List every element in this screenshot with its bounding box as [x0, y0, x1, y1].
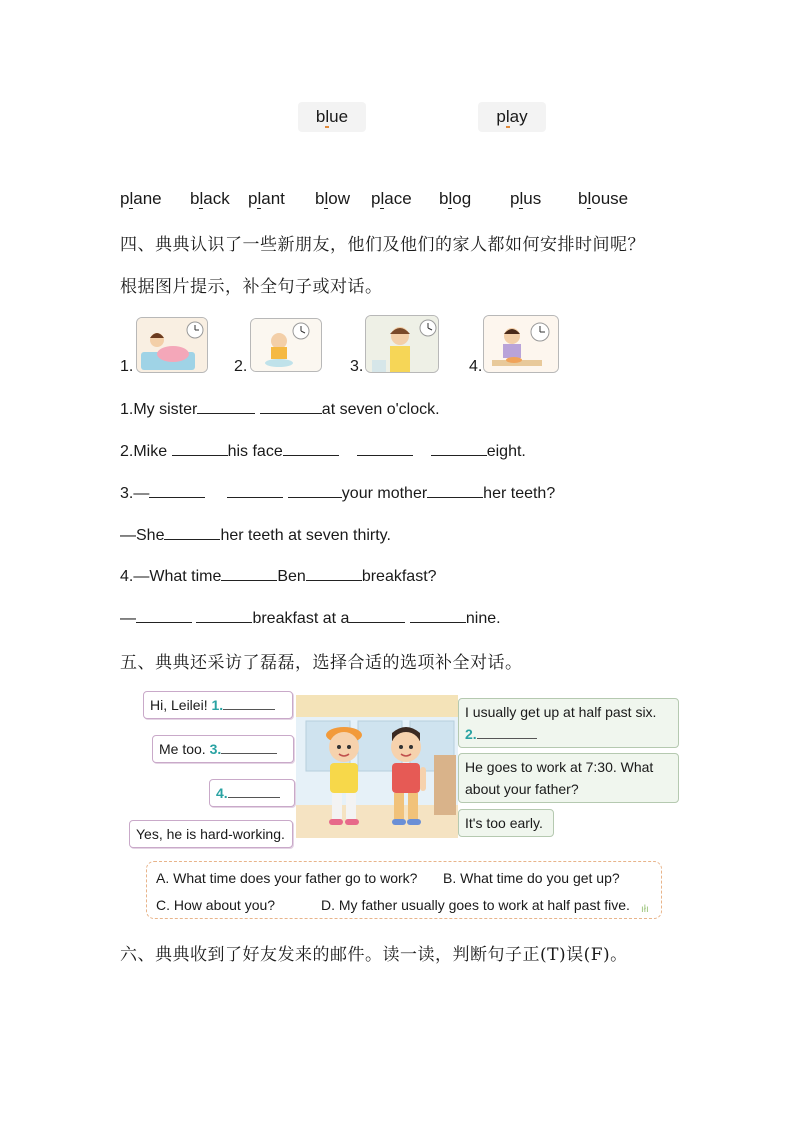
word-suffix: ane [133, 189, 162, 208]
picture-number-4: 4. [469, 358, 483, 375]
answer-blank[interactable] [227, 483, 283, 498]
dialogue-bubble-3 [152, 735, 294, 763]
answer-blank[interactable] [228, 785, 280, 798]
answer-blank[interactable] [306, 566, 362, 581]
word-prefix: b [315, 189, 325, 208]
blank-number: 1. [211, 697, 224, 713]
option-c: C. How about you? [156, 897, 276, 913]
answer-blank[interactable] [427, 483, 483, 498]
answer-blank[interactable] [288, 483, 342, 498]
dialogue-bubble-1 [143, 691, 293, 719]
word-underlined-letter: l [129, 189, 134, 208]
line-text: her teeth? [483, 485, 556, 502]
boy-washing-face-icon [250, 318, 322, 372]
grass-decoration-icon: ıłı [641, 904, 649, 915]
line-text: breakfast at a [252, 610, 350, 627]
answer-blank[interactable] [349, 608, 405, 623]
blank-number: 3. [209, 741, 222, 757]
option-b: B. What time do you get up? [443, 870, 620, 886]
blank-number: 4. [216, 785, 228, 801]
answer-blank[interactable] [149, 483, 205, 498]
word-underlined-letter: l [257, 189, 262, 208]
word-underlined-letter: l [199, 189, 204, 208]
section4-title: 四、典典认识了一些新朋友，他们及他们的家人都如何安排时间呢？ [120, 235, 645, 255]
fill-line-2 [120, 441, 526, 461]
answer-blank[interactable] [431, 441, 487, 456]
pill-suffix: ay [509, 107, 528, 126]
line-text: Ben [277, 568, 306, 585]
fill-line-1 [120, 399, 440, 419]
word-underlined-letter: l [324, 189, 329, 208]
word-blouse [578, 189, 628, 209]
word-suffix: ant [261, 189, 285, 208]
bubble-text: Me too. [159, 741, 210, 757]
bubble-text: about your father? [465, 781, 579, 797]
picture-number-2: 2. [234, 358, 248, 375]
pill-suffix: ue [329, 107, 349, 126]
bubble-text: He goes to work at 7:30. What [465, 759, 654, 775]
word-suffix: ouse [591, 189, 629, 208]
word-blow [315, 189, 350, 209]
answer-blank[interactable] [477, 726, 537, 739]
answer-blank[interactable] [357, 441, 413, 456]
answer-blank[interactable] [221, 566, 277, 581]
line-text: 3.— [120, 485, 150, 502]
line-text: your mother [341, 485, 428, 502]
pill-prefix: b [315, 107, 326, 126]
fill-line-6 [120, 608, 501, 628]
answer-blank[interactable] [221, 741, 277, 754]
section6-title: 六、典典收到了好友发来的邮件。读一读，判断句子正(T)误(F)。 [120, 945, 628, 965]
line-text: at seven o'clock. [321, 401, 440, 418]
word-suffix: ack [203, 189, 230, 208]
word-suffix: og [452, 189, 472, 208]
word-suffix: us [523, 189, 542, 208]
answer-blank[interactable] [283, 441, 339, 456]
word-plant [248, 189, 285, 209]
word-underlined-letter: l [519, 189, 524, 208]
word-pill-blue [298, 102, 366, 132]
line-text: 4.—What time [120, 568, 222, 585]
line-text: 2.Mike [120, 443, 172, 460]
option-d: D. My father usually goes to work at half past five. [321, 897, 630, 913]
pill-underlined-letter: l [325, 107, 330, 126]
dialogue-bubble-right-1 [458, 698, 679, 748]
dialogue-bubble-right-2 [458, 753, 679, 803]
word-prefix: p [510, 189, 520, 208]
word-suffix: ace [384, 189, 412, 208]
word-underlined-letter: l [448, 189, 453, 208]
word-prefix: b [578, 189, 588, 208]
blank-number: 2. [465, 726, 477, 742]
fill-line-4 [120, 525, 391, 545]
pill-prefix: p [496, 107, 506, 126]
mother-brushing-teeth-icon [365, 315, 439, 373]
answer-blank[interactable] [172, 441, 228, 456]
line-text: 1.My sister [120, 401, 198, 418]
word-underlined-letter: l [380, 189, 385, 208]
section5-title: 五、典典还采访了磊磊，选择合适的选项补全对话。 [120, 653, 523, 673]
word-prefix: p [120, 189, 130, 208]
answer-blank[interactable] [164, 525, 220, 540]
word-plane [120, 189, 162, 209]
line-text: breakfast? [361, 568, 437, 585]
two-boys-talking-illustration [296, 695, 458, 838]
answer-blank[interactable] [223, 697, 275, 710]
word-prefix: b [190, 189, 200, 208]
option-a: A. What time does your father go to work? [156, 870, 418, 886]
section4-subtitle: 根据图片提示，补全句子或对话。 [120, 277, 383, 297]
word-place [371, 189, 412, 209]
word-black [190, 189, 230, 209]
answer-blank[interactable] [196, 608, 252, 623]
word-plus [510, 189, 541, 209]
word-prefix: p [248, 189, 258, 208]
word-suffix: ow [328, 189, 350, 208]
word-prefix: p [371, 189, 381, 208]
word-blog [439, 189, 471, 209]
line-text: eight. [486, 443, 526, 460]
bubble-text: It's too early. [465, 815, 543, 831]
answer-blank[interactable] [197, 399, 255, 414]
picture-number-3: 3. [350, 358, 364, 375]
dialogue-bubble-left-4 [129, 820, 293, 848]
word-prefix: b [439, 189, 449, 208]
line-text: — [120, 610, 136, 627]
answer-blank[interactable] [410, 608, 466, 623]
pill-underlined-letter: l [505, 107, 510, 126]
dialogue-bubble-right-3 [458, 809, 554, 837]
fill-line-5 [120, 566, 437, 586]
picture-number-1: 1. [120, 358, 134, 375]
options-box [146, 861, 662, 919]
answer-blank[interactable] [136, 608, 192, 623]
line-text: her teeth at seven thirty. [220, 527, 391, 544]
bubble-text: Hi, Leilei! [150, 697, 212, 713]
bubble-text: Yes, he is hard-working. [136, 826, 285, 842]
boy-eating-breakfast-icon [483, 315, 559, 373]
bubble-text: I usually get up at half past six. [465, 704, 657, 720]
word-pill-play [478, 102, 546, 132]
girl-in-bed-icon [136, 317, 208, 373]
dialogue-bubble-4 [209, 779, 295, 807]
line-text: his face [227, 443, 283, 460]
answer-blank[interactable] [260, 399, 322, 414]
line-text: nine. [465, 610, 501, 627]
fill-line-3 [120, 483, 555, 503]
line-text: —She [120, 527, 165, 544]
word-underlined-letter: l [587, 189, 592, 208]
